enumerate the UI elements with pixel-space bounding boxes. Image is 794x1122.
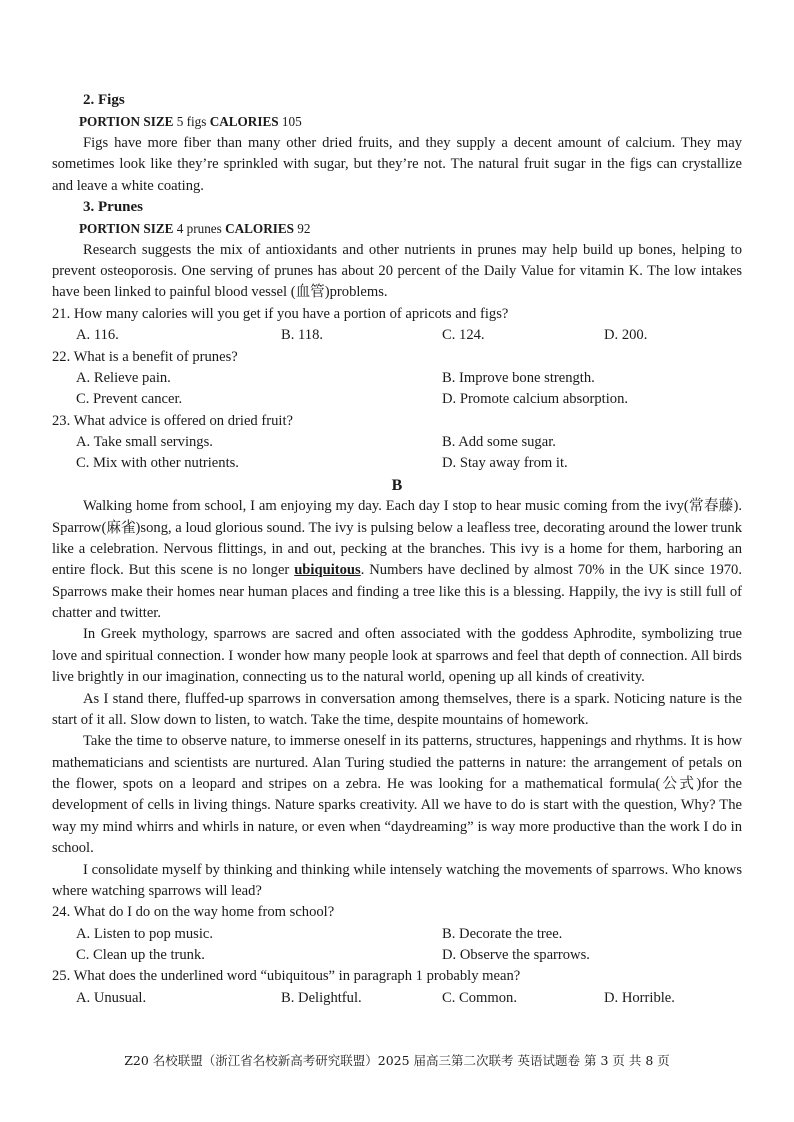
answer-option: D. Observe the sparrows. bbox=[442, 947, 590, 963]
answer-options bbox=[52, 389, 742, 410]
calories-label: CALORIES bbox=[225, 221, 294, 237]
answer-options bbox=[52, 325, 742, 346]
answer-options bbox=[52, 432, 742, 453]
answer-option: D. 200. bbox=[604, 327, 648, 344]
question-stem: 23. What advice is offered on dried fruit? bbox=[52, 412, 293, 429]
portion-size-label: PORTION SIZE bbox=[79, 221, 174, 237]
answer-option: D. Stay away from it. bbox=[442, 455, 568, 472]
text-span: In Greek mythology, sparrows are sacred and often associated with the goddess Aphrodite, symbolizing true love and spiritual connection. I wonder how many people look at sparrows and feel that depth of connection. All birds live brightly in our imagination, connecting us to the natural world, opening up all kinds of creativity. bbox=[52, 626, 742, 686]
section-heading: 3. Prunes bbox=[83, 198, 143, 215]
answer-options bbox=[52, 368, 742, 389]
underlined-word: ubiquitous bbox=[294, 562, 361, 579]
section-heading: 2. Figs bbox=[83, 92, 125, 108]
portion-info bbox=[52, 218, 742, 239]
portion-info bbox=[52, 111, 742, 132]
text-span: Walking home from school, I am enjoying my day. Each day I stop to hear music coming from the ivy(常春藤). Sparrow(麻雀)song, a loud glorious sound. The ivy is pulsing below a leafless tree, decorating around the lower trunk like a celebration. Nervous flittings, in and out, pecking at the branches. This ivy is a home for them, harboring an entire flock. But this scene is no longer bbox=[52, 498, 742, 579]
paragraph bbox=[52, 240, 742, 304]
text-span: Research suggests the mix of antioxidants and other nutrients in prunes may help build up bones, helping to prevent osteoporosis. One serving of prunes has about 20 percent of the Daily Value for vitamin K. The low intakes have been linked to painful blood vessel (血管)problems. bbox=[52, 241, 742, 301]
question-stem: 22. What is a benefit of prunes? bbox=[52, 348, 238, 365]
paragraph bbox=[52, 496, 742, 624]
paragraph bbox=[52, 731, 742, 859]
answer-options bbox=[52, 924, 742, 945]
answer-option: A. Unusual. bbox=[76, 989, 147, 1006]
question-stem: 21. How many calories will you get if you have a portion of apricots and figs? bbox=[52, 305, 509, 322]
question-stem: 24. What do I do on the way home from school? bbox=[52, 904, 335, 921]
answer-option: C. 124. bbox=[442, 327, 485, 344]
portion-size-value: 5 figs bbox=[173, 114, 210, 130]
paragraph bbox=[52, 624, 742, 688]
answer-option: A. Take small servings. bbox=[76, 434, 213, 450]
text-span: . Numbers have declined by almost 70% in the UK since 1970. Sparrows make their homes near human places and finding a tree like this is a blessing. Happily, the ivy is still full of chatter and twitter. bbox=[52, 562, 742, 621]
portion-size-value: 4 prunes bbox=[173, 221, 226, 237]
answer-option: A. 116. bbox=[76, 327, 119, 344]
answer-options bbox=[52, 945, 742, 966]
answer-option: C. Common. bbox=[442, 989, 518, 1006]
answer-option: C. Mix with other nutrients. bbox=[76, 455, 239, 472]
calories-label: CALORIES bbox=[209, 114, 279, 130]
answer-option: D. Promote calcium absorption. bbox=[442, 391, 629, 408]
answer-options bbox=[52, 988, 742, 1009]
page-footer: Z20 名校联盟（浙江省名校新高考研究联盟）2025 届高三第二次联考 英语试题卷 第 3 页 共 8 页 bbox=[124, 1053, 670, 1068]
exam-page-content bbox=[52, 90, 742, 1009]
text-span: Take the time to observe nature, to immerse oneself in its patterns, structures, happenings and rhythms. It is how mathematicians and scientists are nurtured. Alan Turing studied the patterns in nature: the arrangement of petals on the flower, spots on a leopard and stripes on a zebra. He was looking for a mathematical formula(公式)for the development of cells in living things. Nature sparks creativity. All we have to do is start with the question, Why? The way my mind whirrs and whirls in nature, or even when “daydreaming” is way more productive than the work I do in school. bbox=[52, 733, 742, 857]
answer-option: C. Prevent cancer. bbox=[76, 391, 183, 408]
answer-option: C. Clean up the trunk. bbox=[76, 947, 205, 963]
answer-option: B. Decorate the tree. bbox=[442, 925, 563, 942]
paragraph bbox=[52, 689, 742, 732]
answer-option: B. Delightful. bbox=[281, 989, 362, 1006]
text-span: Figs have more fiber than many other dried fruits, and they supply a decent amount of calcium. They may sometimes look like they’re sprinkled with sugar, but they’re not. The natural fruit sugar in the figs can crystallize and leave a white coating. bbox=[52, 134, 742, 194]
answer-options bbox=[52, 453, 742, 474]
question-stem: 25. What does the underlined word “ubiquitous” in paragraph 1 probably mean? bbox=[52, 968, 521, 985]
answer-option: B. Improve bone strength. bbox=[442, 369, 595, 386]
answer-option: A. Listen to pop music. bbox=[76, 925, 214, 942]
answer-option: B. 118. bbox=[281, 327, 324, 344]
section-title: B bbox=[391, 476, 403, 494]
paragraph bbox=[52, 133, 742, 197]
calories-value: 105 bbox=[278, 114, 302, 130]
portion-size-label: PORTION SIZE bbox=[79, 114, 174, 130]
text-span: As I stand there, fluffed-up sparrows in conversation among themselves, there is a spark. Noticing nature is the start of it all. Slow down to listen, to watch. Take the time, despite mountains of homework. bbox=[52, 690, 742, 728]
answer-option: D. Horrible. bbox=[604, 989, 675, 1006]
paragraph bbox=[52, 860, 742, 903]
answer-option: A. Relieve pain. bbox=[76, 369, 171, 386]
calories-value: 92 bbox=[293, 221, 311, 237]
answer-option: B. Add some sugar. bbox=[442, 434, 556, 450]
text-span: I consolidate myself by thinking and thinking while intensely watching the movements of sparrows. Who knows where watching sparrows will lead? bbox=[52, 861, 742, 899]
